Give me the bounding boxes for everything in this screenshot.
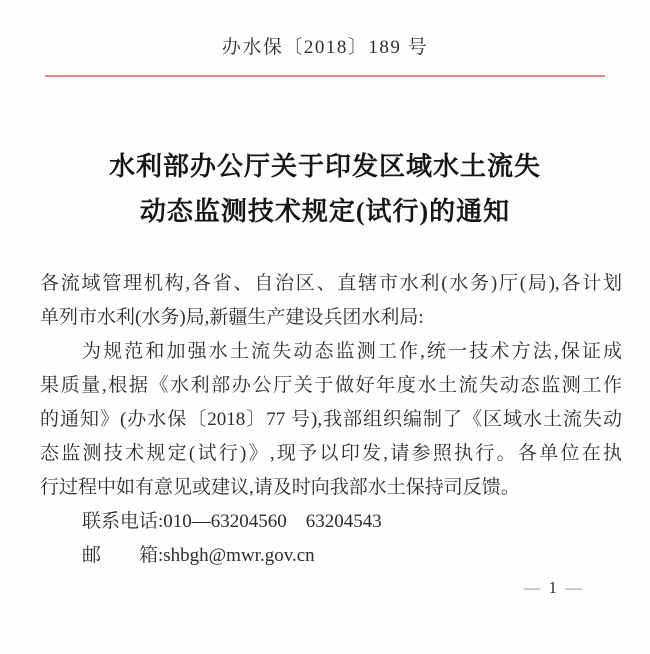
document-title-line1: 水利部办公厅关于印发区域水土流失 (108, 152, 541, 181)
body-line-3: 的通知》(办水保〔2018〕77 号),我部组织编制了《区域水土流失动 (40, 409, 622, 430)
document-body (40, 267, 622, 573)
body-line-2: 果质量,根据《水利部办公厅关于做好年度水土流失动态监测工作 (40, 375, 622, 396)
contact-phone-value: 010—63204560 63204543 (163, 511, 382, 532)
page-number-dash-right: — (565, 578, 582, 597)
contact-email-value: shbgh@mwr.gov.cn (163, 545, 315, 566)
document-number: 办水保〔2018〕189 号 (221, 37, 429, 58)
page-number-value: 1 (548, 578, 557, 597)
body-line-1: 为规范和加强水土流失动态监测工作,统一技术方法,保证成 (82, 341, 622, 362)
document-title-line2: 动态监测技术规定(试行)的通知 (139, 197, 511, 226)
red-divider-line (45, 75, 605, 77)
contact-email-line (40, 539, 622, 573)
page-number-dash-left: — (523, 578, 541, 597)
contact-phone-line (40, 505, 622, 539)
page-number (516, 578, 591, 598)
body-line-5: 行过程中如有意见或建议,请及时向我部水土保持司反馈。 (40, 477, 520, 498)
document-title (0, 144, 650, 234)
contact-email-label: 邮 箱: (82, 545, 164, 566)
recipients-line-1: 各流域管理机构,各省、自治区、直辖市水利(水务)厅(局),各计划 (40, 273, 622, 294)
body-line-4: 态监测技术规定(试行)》,现予以印发,请参照执行。各单位在执 (40, 443, 622, 464)
contact-phone-label: 联系电话: (82, 511, 164, 532)
recipients-line-2: 单列市水利(水务)局,新疆生产建设兵团水利局: (40, 307, 424, 328)
